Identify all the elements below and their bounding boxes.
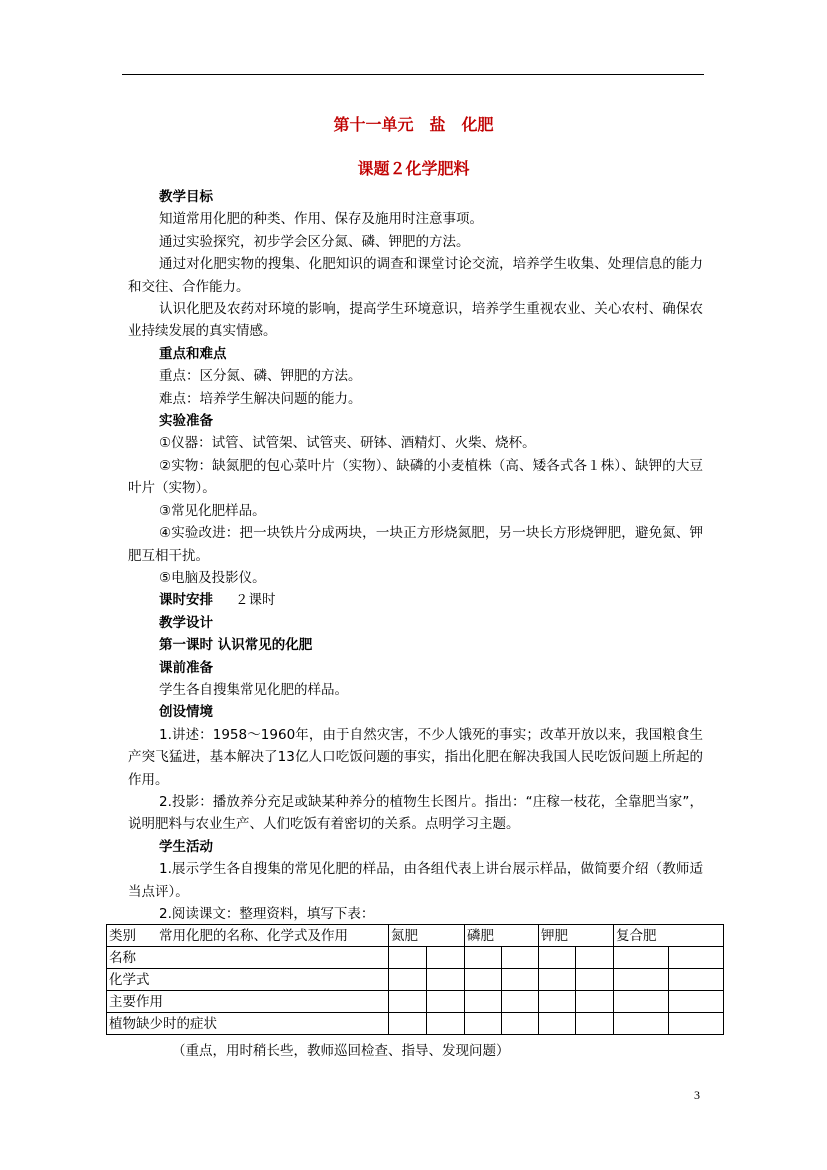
blank-cell — [465, 1013, 502, 1035]
prep-item: ③常见化肥样品。 — [159, 502, 266, 519]
activity-item: 1.展示学生各自搜集的常见化肥的样品，由各组代表上讲台展示样品，做简要介绍（教师适当点评）。 — [128, 861, 703, 900]
row-label: 植物缺少时的症状 — [107, 1013, 389, 1035]
row-label: 主要作用 — [107, 991, 389, 1013]
row-label: 名称 — [107, 947, 389, 969]
blank-cell — [576, 991, 614, 1013]
blank-cell — [502, 991, 539, 1013]
blank-cell — [427, 969, 465, 991]
blank-cell — [669, 947, 724, 969]
prep-item: ②实物：缺氮肥的包心菜叶片（实物）、缺磷的小麦植株（高、矮各式各１株）、缺钾的大豆叶片（实物）。 — [128, 457, 703, 497]
header-cell: 磷肥 — [465, 925, 539, 947]
table-row — [107, 947, 724, 969]
header-cell: 复合肥 — [614, 925, 724, 947]
blank-cell — [614, 947, 669, 969]
table-header-row — [107, 925, 724, 947]
design-heading: 教学设计 — [159, 614, 213, 631]
preclass-heading: 课前准备 — [159, 659, 213, 676]
blank-cell — [539, 1013, 576, 1035]
schedule-line — [128, 589, 703, 611]
keypoints-heading: 重点和难点 — [159, 345, 227, 362]
activity-item: 2.阅读课文：整理资料，填写下表： — [159, 906, 375, 922]
page-number: 3 — [694, 1088, 700, 1102]
unit-title: 第十一单元 盐 化肥 — [333, 115, 494, 134]
keypoint-item: 重点：区分氮、磷、钾肥的方法。 — [159, 368, 362, 385]
blank-cell — [502, 947, 539, 969]
prep-item: ⑤电脑及投影仪。 — [159, 569, 266, 586]
blank-cell — [389, 991, 427, 1013]
blank-cell — [614, 991, 669, 1013]
goal-item: 通过对化肥实物的搜集、化肥知识的调查和课堂讨论交流，培养学生收集、处理信息的能力和交往、合作能力。 — [128, 256, 703, 295]
teaching-note: （重点，用时稍长些，教师巡回检查、指导、发现问题） — [172, 1043, 510, 1059]
blank-cell — [669, 969, 724, 991]
goal-item: 知道常用化肥的种类、作用、保存及施用时注意事项。 — [159, 211, 483, 228]
blank-cell — [465, 991, 502, 1013]
table-row — [107, 1013, 724, 1035]
blank-cell — [427, 1013, 465, 1035]
goal-item: 通过实验探究，初步学会区分氮、磷、钾肥的方法。 — [159, 233, 470, 250]
document-body — [128, 186, 703, 948]
scenario-item: 2.投影：播放养分充足或缺某种养分的植物生长图片。指出：“庄稼一枝花，全靠肥当家”，说明肥料与农业生产、人们吃饭有着密切的关系。点明学习主题。 — [128, 793, 703, 833]
table-caption: 常用化肥的名称、化学式及作用 — [159, 928, 348, 945]
header-cell: 氮肥 — [389, 925, 465, 947]
prep-item: ①仪器：试管、试管架、试管夹、研钵、酒精灯、火柴、烧杯。 — [159, 435, 536, 452]
blank-cell — [539, 991, 576, 1013]
blank-cell — [576, 1013, 614, 1035]
blank-cell — [576, 947, 614, 969]
goals-heading: 教学目标 — [159, 189, 213, 205]
blank-cell — [427, 947, 465, 969]
blank-cell — [389, 1013, 427, 1035]
blank-cell — [576, 969, 614, 991]
activity-heading: 学生活动 — [159, 838, 213, 855]
blank-cell — [539, 947, 576, 969]
header-rule — [122, 74, 704, 75]
blank-cell — [389, 947, 427, 969]
blank-cell — [427, 991, 465, 1013]
scenario-item: 1.讲述：1958～1960年，由于自然灾害，不少人饿死的事实；改革开放以来，我国粮食生产突飞猛进，基本解决了13亿人口吃饭问题的事实，指出化肥在解决我国人民吃饭问题上所起的作用。 — [128, 726, 703, 788]
prep-item: ④实验改进：把一块铁片分成两块，一块正方形烧氮肥，另一块长方形烧钾肥，避免氮、钾肥互相干扰。 — [128, 525, 703, 564]
blank-cell — [502, 969, 539, 991]
prep-heading: 实验准备 — [159, 413, 213, 430]
period1-heading: 第一课时 认识常见的化肥 — [159, 637, 313, 654]
blank-cell — [669, 991, 724, 1013]
lesson-title: 课题２化学肥料 — [357, 159, 470, 178]
preclass-text: 学生各自搜集常见化肥的样品。 — [159, 681, 348, 698]
header-cell: 类别 — [107, 925, 389, 947]
blank-cell — [539, 969, 576, 991]
row-label: 化学式 — [107, 969, 389, 991]
table-row — [107, 969, 724, 991]
blank-cell — [502, 1013, 539, 1035]
schedule-label: 课时安排 — [159, 592, 213, 609]
blank-cell — [465, 969, 502, 991]
fertilizer-table — [106, 924, 724, 1035]
blank-cell — [614, 1013, 669, 1035]
table-row — [107, 991, 724, 1013]
blank-cell — [669, 1013, 724, 1035]
header-cell: 钾肥 — [539, 925, 614, 947]
blank-cell — [465, 947, 502, 969]
blank-cell — [389, 969, 427, 991]
blank-cell — [614, 969, 669, 991]
keypoint-item: 难点：培养学生解决问题的能力。 — [159, 390, 362, 407]
goal-item: 认识化肥及农药对环境的影响，提高学生环境意识，培养学生重视农业、关心农村、确保农业持续发展的真实情感。 — [128, 301, 703, 340]
scenario-heading: 创设情境 — [159, 704, 213, 721]
schedule-value: ２课时 — [235, 592, 276, 609]
